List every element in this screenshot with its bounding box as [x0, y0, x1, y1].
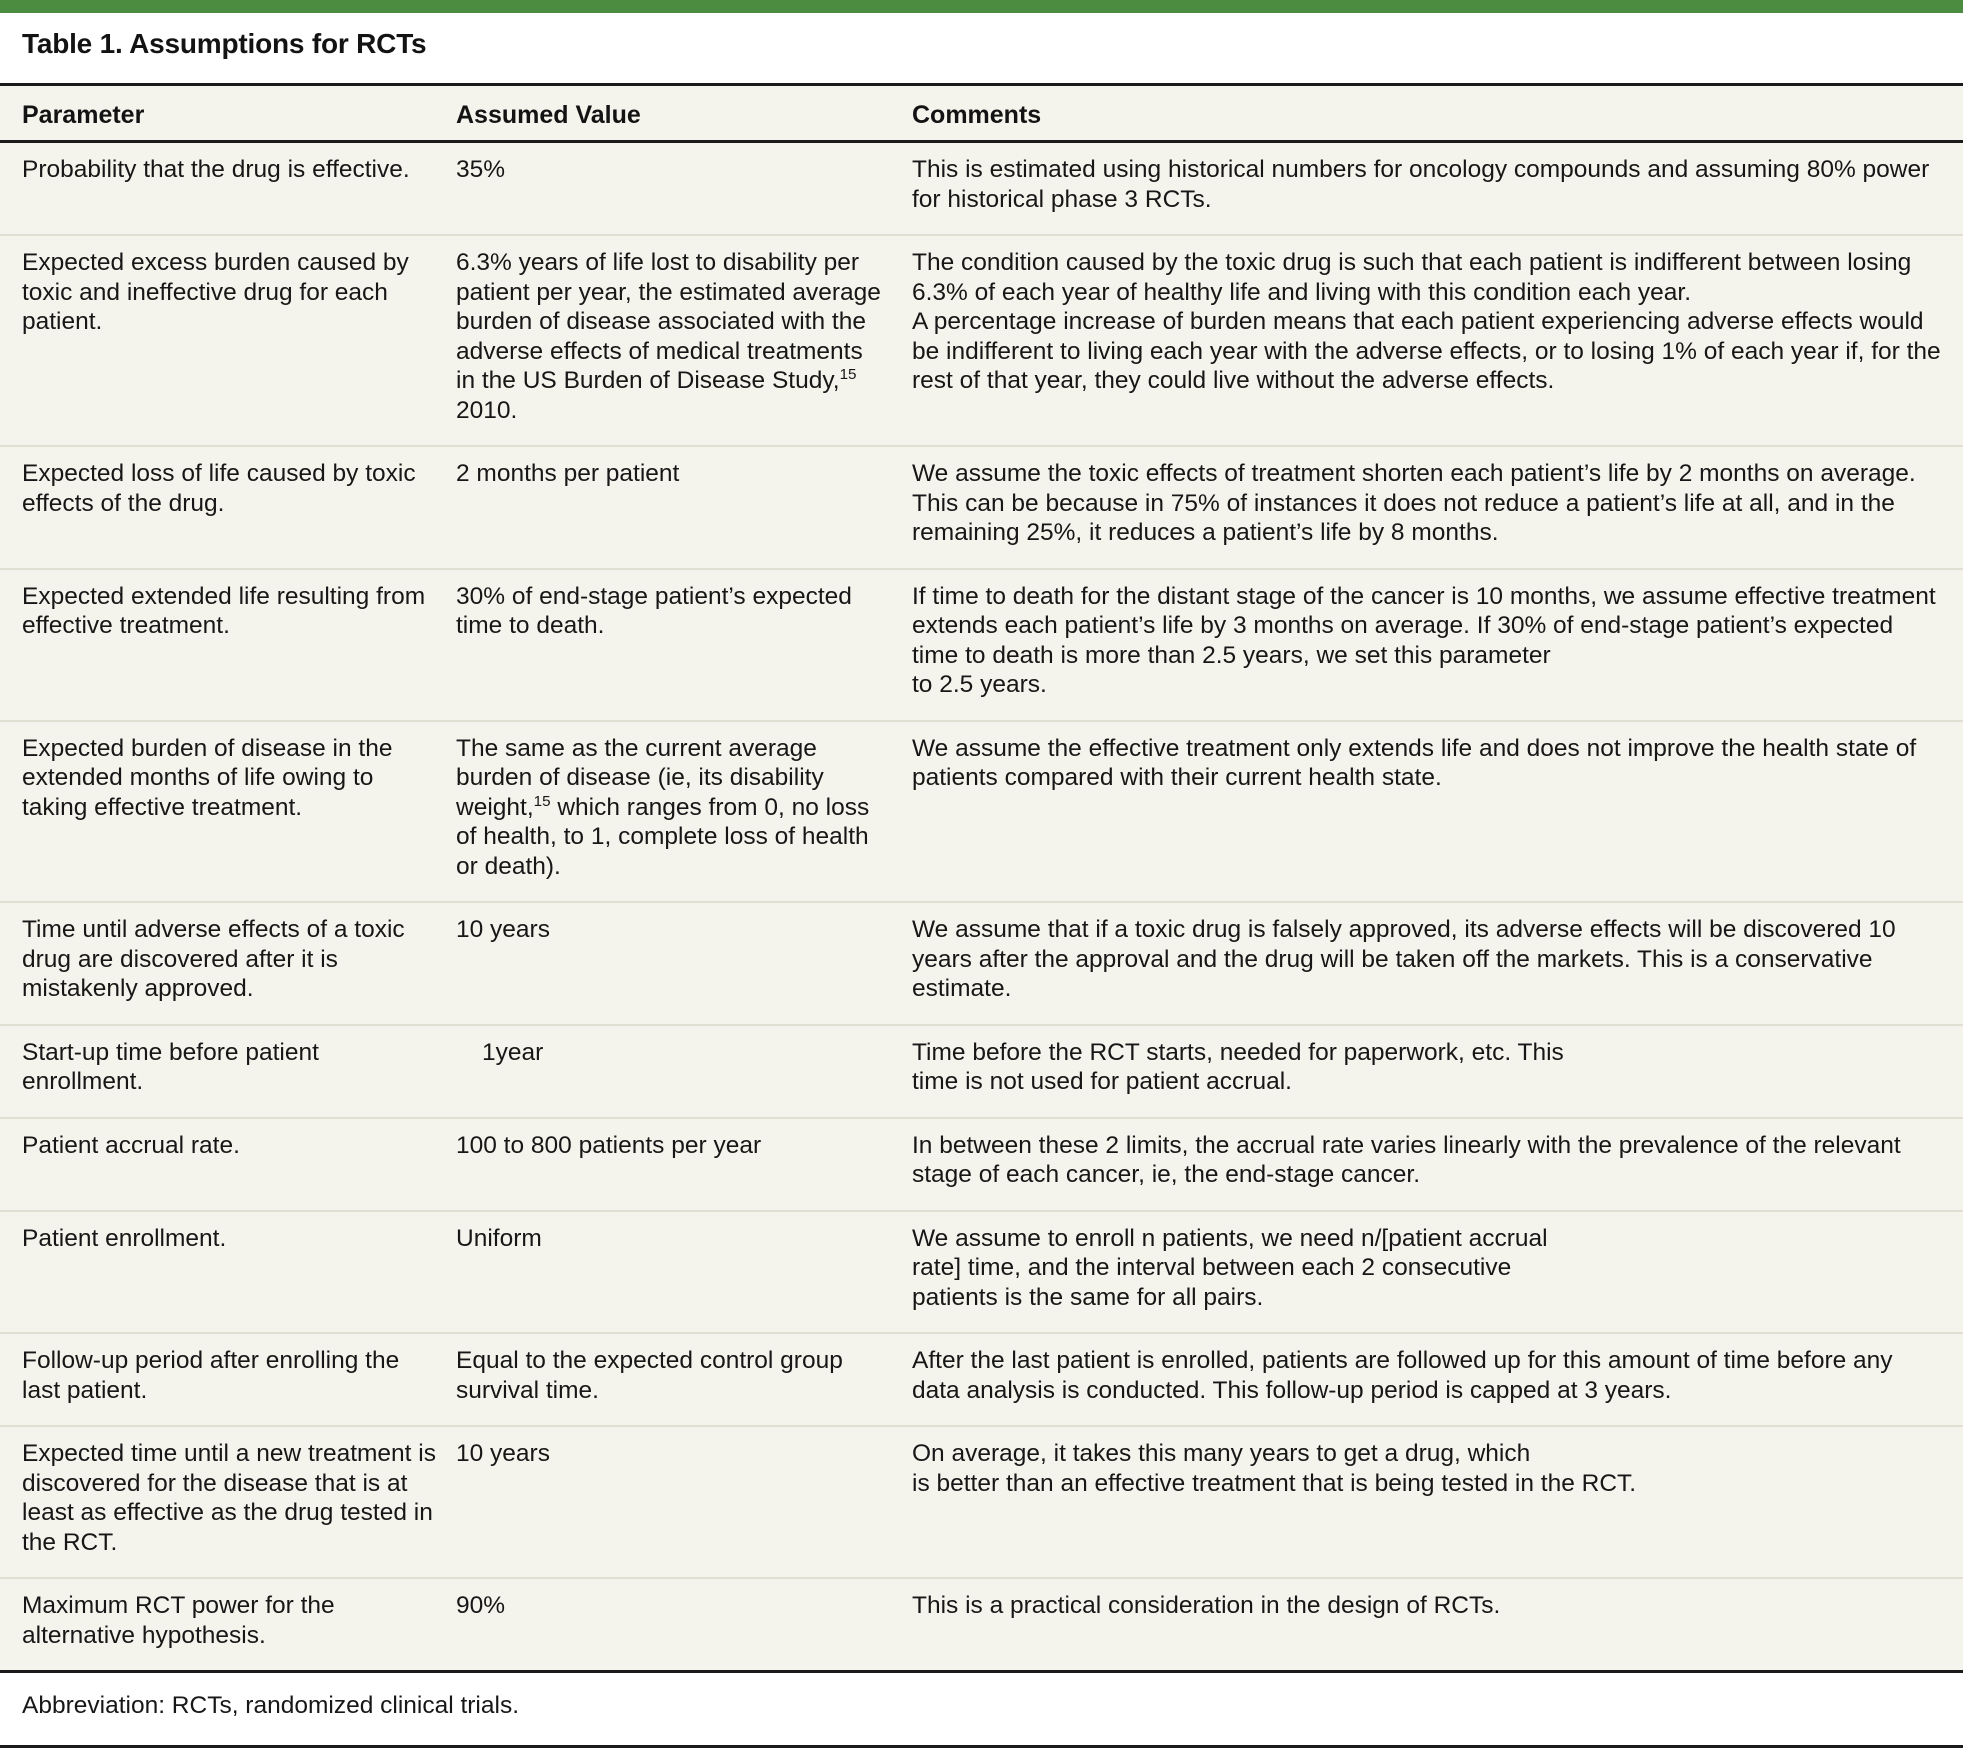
cell-parameter: Probability that the drug is effective. [0, 142, 452, 236]
footnote-area [0, 1673, 1963, 1748]
cell-comments: We assume that if a toxic drug is falsely approved, its adverse effects will be discovered 10 years after the approval and the drug will be taken off the markets. This is a conservative estimate. [900, 902, 1963, 1025]
cell-parameter: Follow-up period after enrolling the last patient. [0, 1333, 452, 1426]
assumed-value-text: Uniform [456, 1224, 542, 1252]
cell-assumed-value [452, 1578, 900, 1672]
table-row [0, 721, 1963, 903]
assumed-value-text: Equal to the expected control group survival time. [456, 1347, 843, 1404]
cell-parameter: Start-up time before patient enrollment. [0, 1025, 452, 1118]
cell-parameter: Expected time until a new treatment is discovered for the disease that is at least as effective as the drug tested in the RCT. [0, 1426, 452, 1578]
cell-parameter: Expected burden of disease in the extended months of life owing to taking effective treatment. [0, 721, 452, 903]
assumptions-table [0, 83, 1963, 1673]
cell-parameter: Expected excess burden caused by toxic and ineffective drug for each patient. [0, 235, 452, 446]
cell-comments: We assume the toxic effects of treatment shorten each patient’s life by 2 months on average. This can be because in 75% of instances it does not reduce a patient’s life at all, and in the remaining 25%, it reduces a patient’s life by 8 months. [900, 446, 1963, 569]
assumed-value-text: 30% of end-stage patient’s expected time to death. [456, 582, 852, 639]
assumed-value-text: 35% [456, 156, 506, 183]
cell-assumed-value [452, 1211, 900, 1334]
table-row [0, 1025, 1963, 1118]
cell-comments: On average, it takes this many years to get a drug, which is better than an effective treatment that is being tested in the RCT. [900, 1426, 1963, 1578]
table-header-row [0, 85, 1963, 142]
cell-assumed-value [452, 142, 900, 236]
table-row [0, 142, 1963, 236]
table-row [0, 1426, 1963, 1578]
assumed-value-text: 10 years [456, 916, 550, 943]
assumed-value-text: 6.3% years of life lost to disability per patient per year, the estimated average burden of disease associated with the adverse effects of medical treatments in the US Burden of Disease Study,$^{15}$ 2010. [456, 249, 881, 424]
cell-comments: The condition caused by the toxic drug is such that each patient is indifferent between losing 6.3% of each year of healthy life and living with this condition each year. A percentage increase of burden means that each patient experiencing adverse effects would be indifferent to living each year with the adverse effects, or to losing 1% of each year if, for the rest of that year, they could live without the adverse effects. [900, 235, 1963, 446]
assumed-value-text: 90% [456, 1592, 506, 1619]
table-row [0, 1578, 1963, 1672]
abbreviation-footnote: Abbreviation: RCTs, randomized clinical trials. [0, 1673, 1963, 1745]
cell-comments: This is estimated using historical numbers for oncology compounds and assuming 80% power for historical phase 3 RCTs. [900, 142, 1963, 236]
table-row [0, 1333, 1963, 1426]
cell-parameter: Expected extended life resulting from effective treatment. [0, 569, 452, 721]
cell-parameter: Patient accrual rate. [0, 1118, 452, 1211]
cell-comments: After the last patient is enrolled, patients are followed up for this amount of time before any data analysis is conducted. This follow-up period is capped at 3 years. [900, 1333, 1963, 1426]
column-header-parameter: Parameter [0, 85, 452, 142]
title-bottom-spacer [0, 61, 1963, 83]
cell-parameter: Maximum RCT power for the alternative hypothesis. [0, 1578, 452, 1672]
table-row [0, 569, 1963, 721]
cell-assumed-value [452, 1025, 900, 1118]
cell-comments: We assume the effective treatment only extends life and does not improve the health state of patients compared with their current health state. [900, 721, 1963, 903]
table-row [0, 235, 1963, 446]
table-row [0, 902, 1963, 1025]
cell-assumed-value [452, 1426, 900, 1578]
cell-parameter: Expected loss of life caused by toxic effects of the drug. [0, 446, 452, 569]
table-row [0, 1211, 1963, 1334]
cell-comments: If time to death for the distant stage of the cancer is 10 months, we assume effective treatment extends each patient’s life by 3 months on average. If 30% of end-stage patient’s expected time to death is more than 2.5 years, we set this parameter to 2.5 years. [900, 569, 1963, 721]
cell-assumed-value [452, 721, 900, 903]
table-row [0, 446, 1963, 569]
cell-assumed-value [452, 446, 900, 569]
column-header-comments: Comments [900, 85, 1963, 142]
cell-parameter: Time until adverse effects of a toxic drug are discovered after it is mistakenly approved. [0, 902, 452, 1025]
table-row [0, 1118, 1963, 1211]
assumed-value-text: The same as the current average burden of disease (ie, its disability weight,$^{15}$ which ranges from 0, no loss of health, to 1, complete loss of health or death). [456, 734, 870, 880]
cell-assumed-value [452, 902, 900, 1025]
assumed-value-text: 100 to 800 patients per year [456, 1131, 762, 1159]
cell-assumed-value [452, 1118, 900, 1211]
table-body [0, 142, 1963, 1672]
reference-superscript: 15 [533, 792, 551, 810]
green-top-rule [0, 0, 1963, 13]
reference-superscript: 15 [839, 365, 857, 383]
cell-comments: In between these 2 limits, the accrual rate varies linearly with the prevalence of the relevant stage of each cancer, ie, the end-stage cancer. [900, 1118, 1963, 1211]
assumed-value-text: 2 months per patient [456, 460, 680, 487]
cell-comments: We assume to enroll n patients, we need n/[patient accrual rate] time, and the interval between each 2 consecutive patients is the same for all pairs. [900, 1211, 1963, 1334]
title-spacer [0, 13, 1963, 27]
cell-assumed-value [452, 235, 900, 446]
column-header-assumed-value: Assumed Value [452, 85, 900, 142]
assumed-value-text: 1year [482, 1038, 544, 1066]
assumed-value-text: 10 years [456, 1440, 550, 1467]
cell-parameter: Patient enrollment. [0, 1211, 452, 1334]
table-header [0, 85, 1963, 142]
cell-assumed-value [452, 1333, 900, 1426]
cell-assumed-value [452, 569, 900, 721]
cell-comments: This is a practical consideration in the design of RCTs. [900, 1578, 1963, 1672]
page-title: Table 1. Assumptions for RCTs [22, 28, 427, 59]
cell-comments: Time before the RCT starts, needed for paperwork, etc. This time is not used for patient accrual. [900, 1025, 1963, 1118]
